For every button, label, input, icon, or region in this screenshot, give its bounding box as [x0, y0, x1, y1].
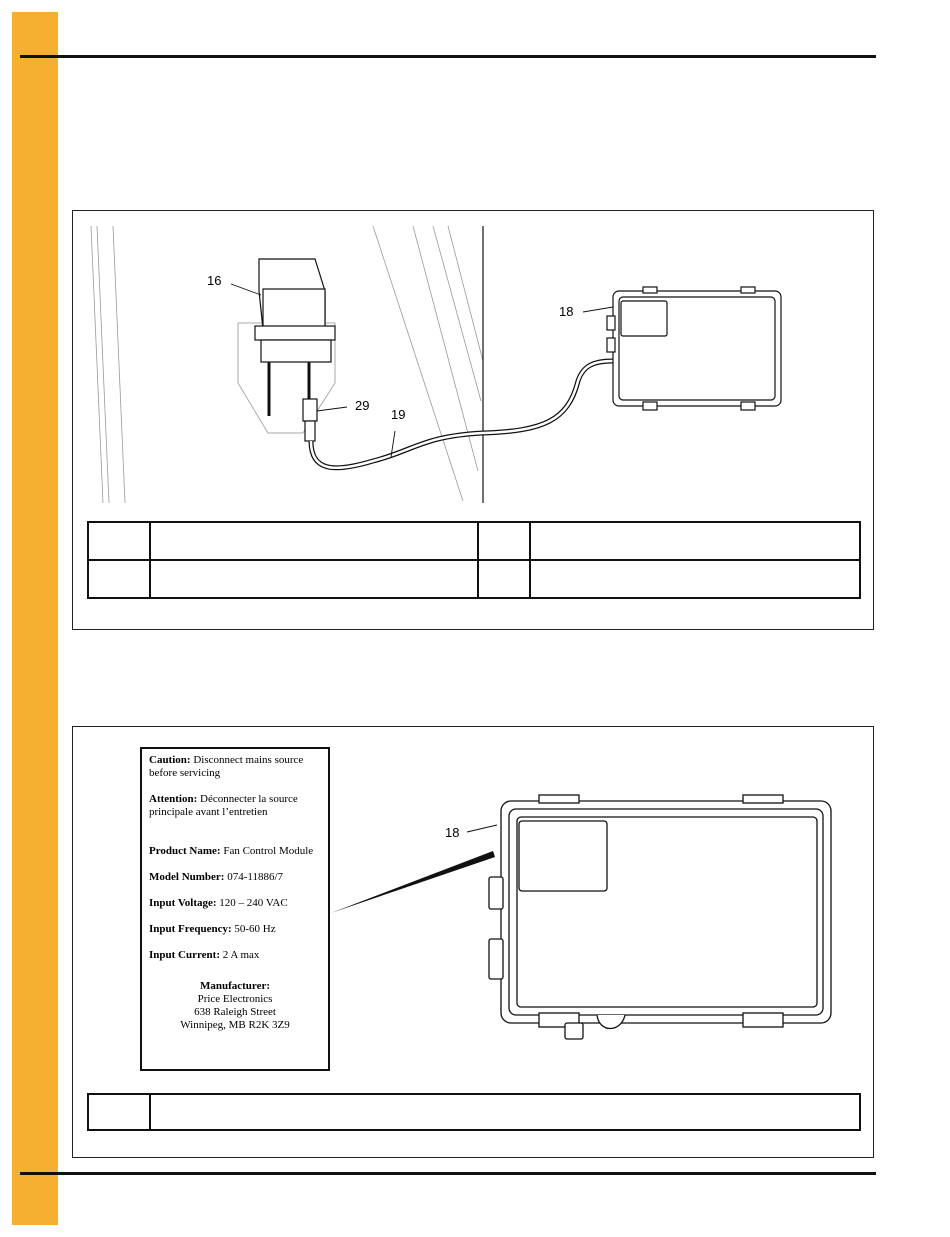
input-frequency-value: 50-60 Hz [231, 923, 276, 935]
parts-key-table [87, 1093, 861, 1131]
product-label [140, 747, 330, 1071]
input-current [149, 949, 321, 962]
input-voltage-label: Input Voltage: [149, 897, 217, 909]
footer-rule [20, 1172, 876, 1175]
callout-16: 16 [207, 273, 222, 288]
manufacturer-name: Price Electronics [197, 993, 273, 1005]
wiring-illustration [73, 211, 873, 511]
input-current-value: 2 A max [220, 949, 260, 961]
table-cell [478, 560, 530, 598]
figure-control-module-label [72, 726, 874, 1158]
table-row [88, 522, 860, 560]
callout-19: 19 [391, 407, 406, 422]
callout-29: 29 [355, 398, 370, 413]
header-rule [20, 55, 876, 58]
model-number [149, 871, 321, 884]
input-voltage [149, 897, 321, 910]
table-cell [478, 522, 530, 560]
input-frequency [149, 923, 321, 936]
table-row [88, 1094, 860, 1130]
attention-text: Déconnecter la source principale avant l’entretien [149, 793, 298, 818]
attention-notice [149, 793, 321, 819]
parts-key-table [87, 521, 861, 599]
product-name-label: Product Name: [149, 845, 221, 857]
product-name-value: Fan Control Module [220, 845, 314, 857]
caution-label: Caution: [149, 754, 191, 766]
manufacturer-street: 638 Raleigh Street [194, 1006, 276, 1018]
caution-text: Disconnect mains source before servicing [149, 754, 304, 779]
callout-18: 18 [445, 825, 460, 840]
table-row [88, 560, 860, 598]
table-cell [88, 522, 150, 560]
input-voltage-value: 120 – 240 VAC [216, 897, 288, 909]
model-number-label: Model Number: [149, 871, 225, 883]
callout-18: 18 [559, 304, 574, 319]
table-cell [150, 560, 478, 598]
table-cell [530, 522, 860, 560]
manufacturer-city: Winnipeg, MB R2K 3Z9 [180, 1019, 290, 1031]
input-frequency-label: Input Frequency: [149, 923, 232, 935]
manufacturer-block [149, 980, 321, 1032]
table-cell [88, 1094, 150, 1130]
product-name [149, 845, 321, 858]
table-cell [150, 522, 478, 560]
table-cell [530, 560, 860, 598]
model-number-value: 074-11886/7 [224, 871, 284, 883]
figure-fan-control-wiring [72, 210, 874, 630]
table-cell [150, 1094, 860, 1130]
attention-label: Attention: [149, 793, 198, 805]
input-current-label: Input Current: [149, 949, 221, 961]
table-cell [88, 560, 150, 598]
manufacturer-label: Manufacturer: [199, 980, 271, 992]
caution-notice [149, 754, 321, 780]
orange-side-bar [12, 12, 58, 1225]
